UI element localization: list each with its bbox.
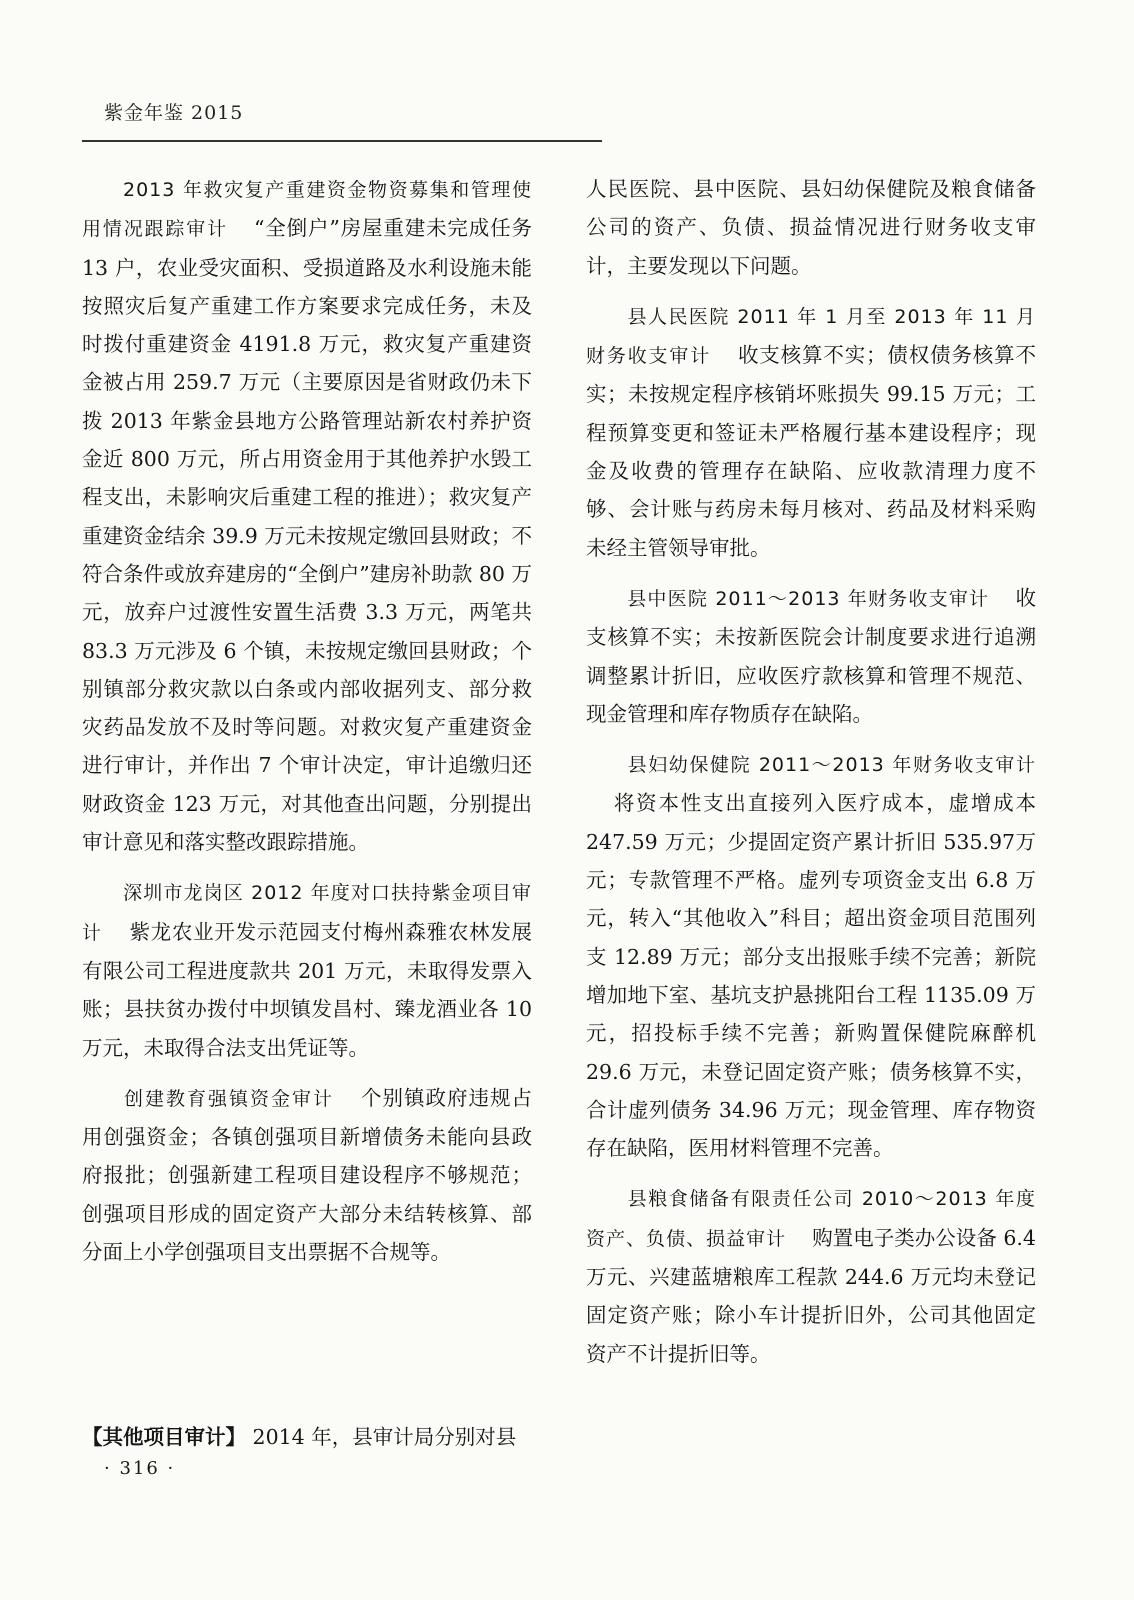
section-text: 紫龙农业开发示范园支付梅州森雅农林发展有限公司工程进度款共 201 万元，未取得发票入账；县扶贫办拨付中坝镇发昌村、臻龙酒业各 10 万元，未取得合法支出凭证等。 (82, 919, 532, 1060)
section-title: 县中医院 2011～2013 年财务收支审计 (627, 587, 990, 610)
left-column (82, 170, 532, 1283)
header-rule (82, 140, 602, 142)
section-title: 县人民医院 2011 年 1 月至 2013 年 11 月财务收支审计 (586, 305, 1036, 368)
section-text: 收支核算不实；未按新医院会计制度要求进行追溯调整累计折旧，应收医疗款核算和管理不规范、现金管理和库存物质存在缺陷。 (586, 585, 1036, 726)
section-text: 将资本性支出直接列入医疗成本，虚增成本 247.59 万元；少提固定资产累计折旧 535.97万元；专款管理不严格。虚列专项资金支出 6.8 万元，转入“其他收入”科目；超出资金项目范围列支 12.89 万元；部分支出报账手续不完善；新院增加地下室、基坑支护悬挑阳台工程 1135.09 万元，招投标手续不完善；新购置保健院麻醉机 29.6 万元，未登记固定资产账；债务核算不实，合计虚列债务 34.96 万元；现金管理、库存物资存在缺陷，医用材料管理不完善。 (586, 791, 1036, 1161)
section-text: 收支核算不实；债权债务核算不实；未按规定程序核销坏账损失 99.15 万元；工程预算变更和签证未严格履行基本建设程序；现金及收费的管理存在缺陷、应收款清理力度不够、会计账与药房未每月核对、药品及材料采购未经主管领导审批。 (586, 343, 1036, 560)
section-text: 个别镇政府违规占用创强资金；各镇创强项目新增债务未能向县政府报批；创强新建工程项目建设程序不够规范；创强项目形成的固定资产大部分未结转核算、部分面上小学创强项目支出票据不合规等。 (82, 1085, 532, 1265)
paragraph-intro: 人民医院、县中医院、县妇幼保健院及粮食储备公司的资产、负债、损益情况进行财务收支审计，主要发现以下问题。 (586, 177, 1036, 278)
paragraph-grain-company (586, 1179, 1036, 1372)
section-text: 购置电子类办公设备 6.4 万元、兴建蓝塘粮库工程款 244.6 万元均未登记固定资产账；除小车计提折旧外，公司其他固定资产不计提折旧等。 (586, 1225, 1036, 1366)
paragraph-tcm-hospital (586, 579, 1036, 733)
paragraph-peoples-hospital (586, 297, 1036, 567)
section-title: 县妇幼保健院 2011～2013 年财务收支审计 (627, 754, 1036, 777)
running-header: 紫金年鉴 2015 (104, 102, 244, 124)
other-audit-text: 2014 年，县审计局分别对县 (252, 1425, 517, 1449)
paragraph-longgang-audit (82, 873, 532, 1066)
section-title: 2013 年救灾复产重建资金物资募集和管理使用情况跟踪审计 (82, 179, 532, 241)
section-title: 县粮食储备有限责任公司 2010～2013 年度资产、负债、损益审计 (586, 1188, 1036, 1250)
page-number: · 316 · (104, 1458, 176, 1479)
paragraph-disaster-audit (82, 170, 532, 861)
right-column (586, 170, 1036, 1385)
section-text: “全倒户”房屋重建未完成任务 13 户，农业受灾面积、受损道路及水利设施未能按照灾后复产重建工作方案要求完成任务，未及时拨付重建资金 4191.8 万元，救灾复产重建资金被占用 259.7 万元（主要原因是省财政仍未下拨 2013 年紫金县地方公路管理站新农村养护资金近 800 万元，所占用资金用于其他养护水毁工程支出，未影响灾后重建工程的推进）；救灾复产重建资金结余 39.9 万元未按规定缴回县财政；不符合条件或放弃建房的“全倒户”建房补助款 80 万元，放弃户过渡性安置生活费 3.3 万元，两笔共 83.3 万元涉及 6 个镇，未按规定缴回县财政；个别镇部分救灾款以白条或内部收据列支、部分救灾药品发放不及时等问题。对救灾复产重建资金进行审计，并作出 7 个审计决定，审计追缴归还财政资金 123 万元，对其他查出问题，分别提出审计意见和落实整改跟踪措施。 (82, 216, 532, 855)
section-title: 创建教育强镇资金审计 (123, 1087, 334, 1110)
section-title: 深圳市龙岗区 2012 年度对口扶持紫金项目审计 (82, 882, 532, 944)
other-audit-title: 【其他项目审计】 (82, 1425, 246, 1449)
paragraph-maternal-hospital (586, 745, 1036, 1167)
paragraph-education-audit (82, 1079, 532, 1271)
other-audit-heading (82, 1418, 534, 1456)
